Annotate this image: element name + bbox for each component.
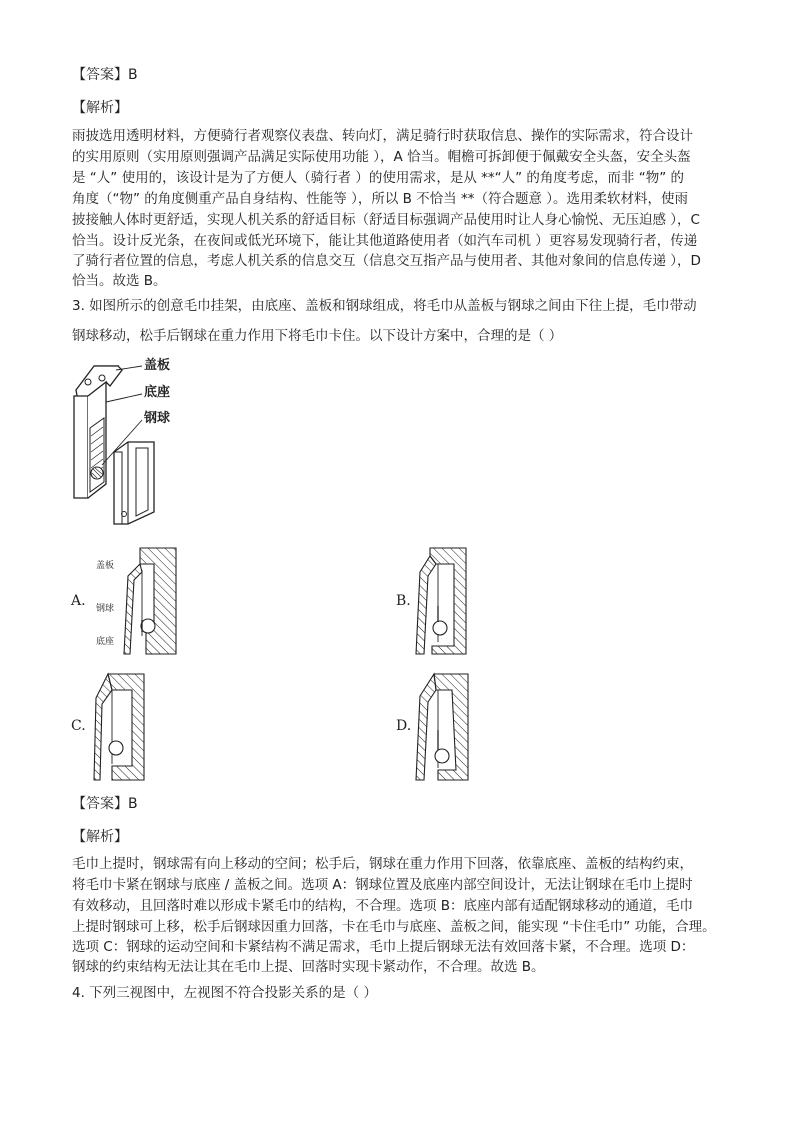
option-d-diagram [414,672,474,782]
option-b-diagram [414,546,474,656]
option-c-diagram [90,672,150,782]
q4-stem: 4. 下列三视图中，左视图不符合投影关系的是（ ） [72,985,377,1001]
q2-analysis-line: 的实用原则（实用原则强调产品满足实际使用功能 ），A 恰当。帽檐可拆卸便于佩戴安全头盔，安全头盔 [72,149,691,165]
option-d-label[interactable]: D. [396,718,412,734]
q2-analysis-line: 是 “人” 使用的，该设计是为了方便人（骑行者 ）的使用需求，是从 **“人” 的角度考虑，而非 “物” 的 [72,170,685,186]
q3-stem-line: 3. 如图所示的创意毛巾挂架，由底座、盖板和钢球组成，将毛巾从盖板与钢球之间由下往上提，毛巾带动 [72,298,697,314]
q2-analysis-line: 了骑行者位置的信息，考虑人机关系的信息交互（信息交互指产品与使用者、其他对象间的信息传递 ），D [72,253,701,269]
q3-analysis-line: 钢球的约束结构无法让其在毛巾上提、回落时实现卡紧动作，不合理。故选 B。 [72,959,545,975]
q3-analysis-line: 毛巾上提时，钢球需有向上移动的空间；松手后，钢球在重力作用下回落，依靠底座、盖板的结构约束， [72,856,693,872]
option-b-label[interactable]: B. [396,593,411,609]
towel-rack-3d-figure [66,352,196,534]
q3-analysis-header: 【解析】 [72,829,128,845]
label-cover: 盖板 [144,358,171,373]
q3-analysis-line: 将毛巾卡紧在钢球与底座 / 盖板之间。选项 A：钢球位置及底座内部空间设计，无法让钢球在毛巾上提时 [72,877,693,893]
q3-analysis-line: 有效移动，且回落时难以形成卡紧毛巾的结构，不合理。选项 B：底座内部有适配钢球移动的通道，毛巾 [72,898,694,914]
q2-analysis-line: 角度（“物” 的角度侧重产品自身结构、性能等 ），所以 B 不恰当 **（符合题意 ）。选用柔软材料，使雨 [72,191,688,207]
option-a-label[interactable]: A. [71,593,86,609]
q3-stem-line: 钢球移动，松手后钢球在重力作用下将毛巾卡住。以下设计方案中，合理的是（ ） [72,328,563,344]
q2-analysis-line: 雨披选用透明材料，方便骑行者观察仪表盘、转向灯，满足骑行时获取信息、操作的实际需求，符合设计 [72,128,693,144]
q2-answer: 【答案】B [72,67,138,83]
q2-analysis-line: 披接触人体时更舒适，实现人机关系的舒适目标（舒适目标强调产品使用时让人身心愉悦、无压迫感 ），C [72,212,700,228]
option-a-diagram [120,546,180,656]
q3-answer: 【答案】B [72,796,138,812]
label-ball: 钢球 [144,411,171,426]
q2-analysis-line: 恰当。设计反光条，在夜间或低光环境下，能让其他道路使用者（如汽车司机 ）更容易发现骑行者，传递 [72,233,698,249]
q3-analysis-line: 选项 C：钢球的运动空间和卡紧结构不满足需求，毛巾上提后钢球无法有效回落卡紧，不合理。选项 D： [72,939,695,955]
option-a-base-label: 底座 [96,637,115,647]
option-a-ball-label: 钢球 [96,604,115,614]
label-base: 底座 [144,385,171,400]
q2-analysis-header: 【解析】 [72,100,128,116]
option-a-cover-label: 盖板 [96,561,115,571]
option-c-label[interactable]: C. [71,718,86,734]
q2-analysis-line: 恰当。故选 B。 [72,273,167,289]
q3-analysis-line: 上提时钢球可上移，松手后钢球因重力回落，卡在毛巾与底座、盖板之间，能实现 “卡住毛巾” 功能，合理。 [72,919,716,935]
